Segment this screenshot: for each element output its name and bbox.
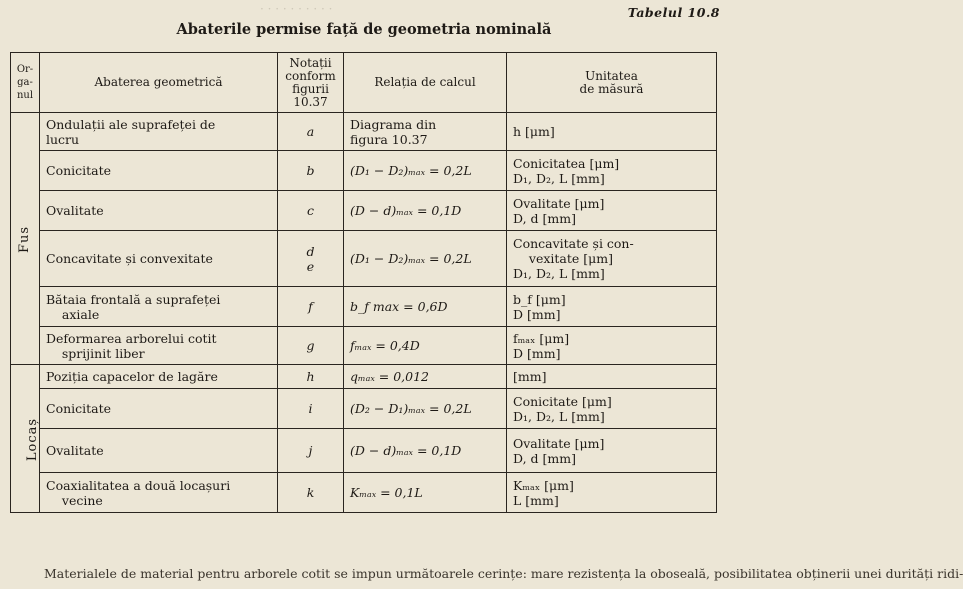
deviation-cell: Ovalitate	[40, 429, 278, 473]
group-label-locas: Locaș	[11, 365, 40, 513]
unit-cell: b_f [μm] D [mm]	[507, 287, 717, 327]
unit-cell: Ovalitate [μm] D, d [mm]	[507, 429, 717, 473]
notation-cell: k	[278, 473, 344, 513]
table-row	[11, 429, 717, 473]
table-row	[11, 287, 717, 327]
bleed-through-text: · · · · · · · · · ·	[260, 2, 333, 16]
table-row	[11, 113, 717, 151]
relation-cell: Kₘₐₓ = 0,1L	[344, 473, 507, 513]
deviation-cell: Concavitate și convexitate	[40, 231, 278, 287]
table-row	[11, 151, 717, 191]
deviation-cell: Ondulații ale suprafeței de lucru	[40, 113, 278, 151]
deviation-cell: Ovalitate	[40, 191, 278, 231]
notation-cell: a	[278, 113, 344, 151]
relation-cell: qₘₐₓ = 0,012	[344, 365, 507, 389]
relation-cell: fₘₐₓ = 0,4D	[344, 327, 507, 365]
relation-cell: (D − d)ₘₐₓ = 0,1D	[344, 191, 507, 231]
notation-cell: b	[278, 151, 344, 191]
unit-cell: Concavitate și con- vexitate [μm] D₁, D₂, L [mm]	[507, 231, 717, 287]
notation-cell: h	[278, 365, 344, 389]
header-organ: Or- ga- nul	[11, 53, 40, 113]
unit-cell: [mm]	[507, 365, 717, 389]
table-row	[11, 365, 717, 389]
notation-cell: g	[278, 327, 344, 365]
relation-cell: b_f max = 0,6D	[344, 287, 507, 327]
table-row	[11, 473, 717, 513]
header-row	[11, 53, 717, 113]
deviation-cell: Poziția capacelor de lagăre	[40, 365, 278, 389]
unit-cell: fₘₐₓ [μm] D [mm]	[507, 327, 717, 365]
table-title: Abaterile permise față de geometria nominală	[176, 21, 552, 38]
deviation-cell: Deformarea arborelui cotit sprijinit liber	[40, 327, 278, 365]
deviation-cell: Conicitate	[40, 389, 278, 429]
unit-cell: Conicitate [μm] D₁, D₂, L [mm]	[507, 389, 717, 429]
relation-cell: Diagrama din figura 10.37	[344, 113, 507, 151]
relation-cell: (D₁ − D₂)ₘₐₓ = 0,2L	[344, 231, 507, 287]
table-row	[11, 327, 717, 365]
unit-cell: h [μm]	[507, 113, 717, 151]
notation-cell: j	[278, 429, 344, 473]
table-row	[11, 231, 717, 287]
notation-cell: d e	[278, 231, 344, 287]
unit-cell: Ovalitate [μm] D, d [mm]	[507, 191, 717, 231]
table-row	[11, 191, 717, 231]
header-notation: Notații conform figurii 10.37	[278, 53, 344, 113]
unit-cell: Conicitatea [μm] D₁, D₂, L [mm]	[507, 151, 717, 191]
continuation-text: Materialele de material pentru arborele cotit se impun următoarele cerințe: mare rezistența la oboseală, posibilitatea obținerii unei durități ridi-	[44, 566, 963, 581]
deviation-cell: Coaxialitatea a două locașuri vecine	[40, 473, 278, 513]
notation-cell: f	[278, 287, 344, 327]
header-relation: Relația de calcul	[344, 53, 507, 113]
deviation-cell: Conicitate	[40, 151, 278, 191]
notation-cell: c	[278, 191, 344, 231]
group-label-fus: Fus	[11, 113, 40, 365]
deviation-cell: Bătaia frontală a suprafeței axiale	[40, 287, 278, 327]
header-unit: Unitatea de măsură	[507, 53, 717, 113]
table-label: Tabelul 10.8	[627, 5, 720, 20]
relation-cell: (D₁ − D₂)ₘₐₓ = 0,2L	[344, 151, 507, 191]
deviation-table	[10, 52, 717, 513]
header-deviation: Abaterea geometrică	[40, 53, 278, 113]
relation-cell: (D − d)ₘₐₓ = 0,1D	[344, 429, 507, 473]
relation-cell: (D₂ − D₁)ₘₐₓ = 0,2L	[344, 389, 507, 429]
table-row	[11, 389, 717, 429]
unit-cell: Kₘₐₓ [μm] L [mm]	[507, 473, 717, 513]
notation-cell: i	[278, 389, 344, 429]
